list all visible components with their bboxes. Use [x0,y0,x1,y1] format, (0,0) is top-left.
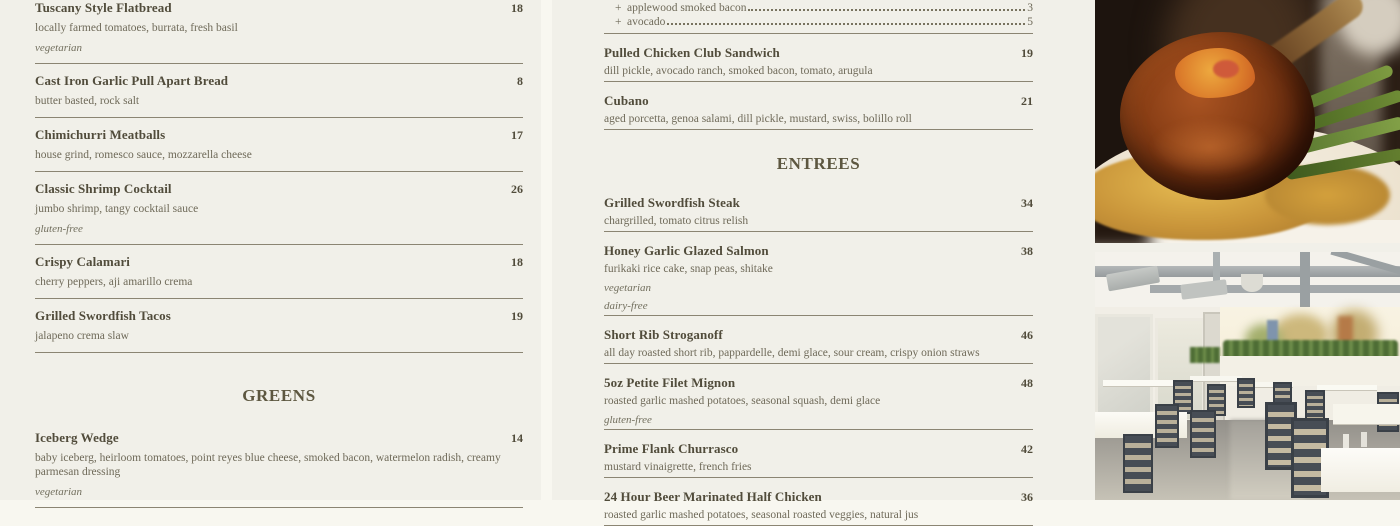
plus-icon: + [615,2,622,14]
item-price: 42 [1021,442,1033,456]
item-name: Cast Iron Garlic Pull Apart Bread [35,73,229,88]
item-description: house grind, romesco sauce, mozzarella cheese [35,149,252,161]
table-top [1103,380,1173,386]
menu-item [35,299,523,353]
right-menu-column [604,0,1033,526]
addon-label: applewood smoked bacon [627,2,747,14]
dietary-tag: dairy-free [604,300,648,312]
menu-item [35,421,523,508]
item-price: 17 [511,128,523,142]
item-name: Grilled Swordfish Tacos [35,308,171,323]
menu-item [35,0,523,64]
item-description: baby iceberg, heirloom tomatoes, point reyes blue cheese, smoked bacon, watermelon radish, creamy parmesan dressing [35,452,501,478]
dietary-tag: vegetarian [604,282,652,294]
item-name: Honey Garlic Glazed Salmon [604,243,769,258]
item-description: furikaki rice cake, snap peas, shitake [604,263,773,275]
item-row [35,256,523,268]
meat-sheen [1150,118,1270,176]
item-row [35,310,523,322]
item-row [35,183,523,195]
item-name: Classic Shrimp Cocktail [35,181,172,196]
dotted-leader [748,9,1025,11]
table-cloth [1321,448,1400,492]
pendant-lamp [1241,274,1263,292]
table-top [1317,385,1377,390]
item-description: roasted garlic mashed potatoes, seasonal squash, demi glace [604,395,881,407]
item-price: 21 [1021,94,1033,108]
addon-row [604,1,1033,15]
item-row [35,2,523,14]
addon-price: 3 [1027,2,1033,14]
item-price: 19 [511,309,523,323]
menu-item [35,245,523,299]
addon-list [604,0,1033,34]
item-name: Pulled Chicken Club Sandwich [604,45,780,60]
section-header-greens: GREENS [242,386,316,405]
dietary-tag: gluten-free [604,414,652,426]
item-description: aged porcetta, genoa salami, dill pickle, mustard, swiss, bolillo roll [604,113,912,125]
item-row [604,443,1033,455]
table-top [1333,404,1400,424]
item-price: 36 [1021,490,1033,504]
planter-plants [1190,347,1220,363]
left-menu-column [35,0,523,508]
item-row [604,245,1033,257]
item-row [35,129,523,141]
item-price: 38 [1021,244,1033,258]
item-row [604,95,1033,107]
item-name: 5oz Petite Filet Mignon [604,375,736,390]
menu-item [604,232,1033,316]
menu-item [604,364,1033,430]
dietary-tag: vegetarian [35,486,83,498]
menu-item [604,430,1033,478]
table-top [1190,376,1242,381]
item-name: Crispy Calamari [35,254,131,269]
item-row [35,75,523,87]
item-name: Grilled Swordfish Steak [604,195,740,210]
dotted-leader [667,23,1025,25]
water-glass [1343,434,1349,448]
item-price: 14 [511,431,523,445]
item-description: butter basted, rock salt [35,95,140,107]
item-price: 19 [1021,46,1033,60]
menu-item [35,64,523,118]
beam-post [1300,252,1310,310]
addon-price: 5 [1027,16,1033,28]
item-price: 26 [511,182,523,196]
food-photo-pork-chop [1095,0,1400,243]
plus-icon: + [615,16,622,28]
item-price: 46 [1021,328,1033,342]
chair [1123,434,1153,493]
window [1095,314,1153,425]
item-row [604,377,1033,389]
item-price: 8 [517,74,523,88]
dietary-tag: vegetarian [35,42,83,54]
menu-item [604,184,1033,232]
chair [1190,410,1216,458]
item-row [604,47,1033,59]
item-row [604,491,1033,503]
item-description: chargrilled, tomato citrus relish [604,215,749,227]
item-description: locally farmed tomatoes, burrata, fresh basil [35,22,238,34]
item-name: Tuscany Style Flatbread [35,0,172,15]
item-name: 24 Hour Beer Marinated Half Chicken [604,489,822,504]
item-description: mustard vinaigrette, french fries [604,461,752,473]
item-name: Prime Flank Churrasco [604,441,739,456]
item-name: Cubano [604,93,649,108]
item-description: all day roasted short rib, pappardelle, demi glace, sour cream, crispy onion straws [604,347,980,359]
menu-item [604,478,1033,526]
item-description: jumbo shrimp, tangy cocktail sauce [35,203,199,215]
item-row [604,329,1033,341]
item-row [35,432,523,444]
addon-row [604,15,1033,29]
item-row [604,197,1033,209]
water-glass [1361,432,1367,447]
menu-item [35,118,523,172]
menu-item [604,34,1033,82]
item-price: 48 [1021,376,1033,390]
item-description: dill pickle, avocado ranch, smoked bacon, tomato, arugula [604,65,873,77]
item-description: jalapeno crema slaw [35,330,129,342]
item-name: Short Rib Stroganoff [604,327,723,342]
item-price: 18 [511,1,523,15]
restaurant-interior-photo [1095,252,1400,500]
menu-item [35,172,523,245]
item-name: Iceberg Wedge [35,430,119,445]
menu-item [604,82,1033,130]
dietary-tag: gluten-free [35,223,83,235]
item-price: 34 [1021,196,1033,210]
garnish-red-accent [1213,60,1239,78]
chair [1237,378,1255,408]
addon-label: avocado [627,16,666,28]
item-price: 18 [511,255,523,269]
item-description: roasted garlic mashed potatoes, seasonal roasted veggies, natural jus [604,509,919,521]
section-header-entrees: ENTREES [776,154,861,173]
chair [1155,404,1179,448]
menu-item [604,316,1033,364]
item-description: cherry peppers, aji amarillo crema [35,276,193,288]
item-name: Chimichurri Meatballs [35,127,166,142]
